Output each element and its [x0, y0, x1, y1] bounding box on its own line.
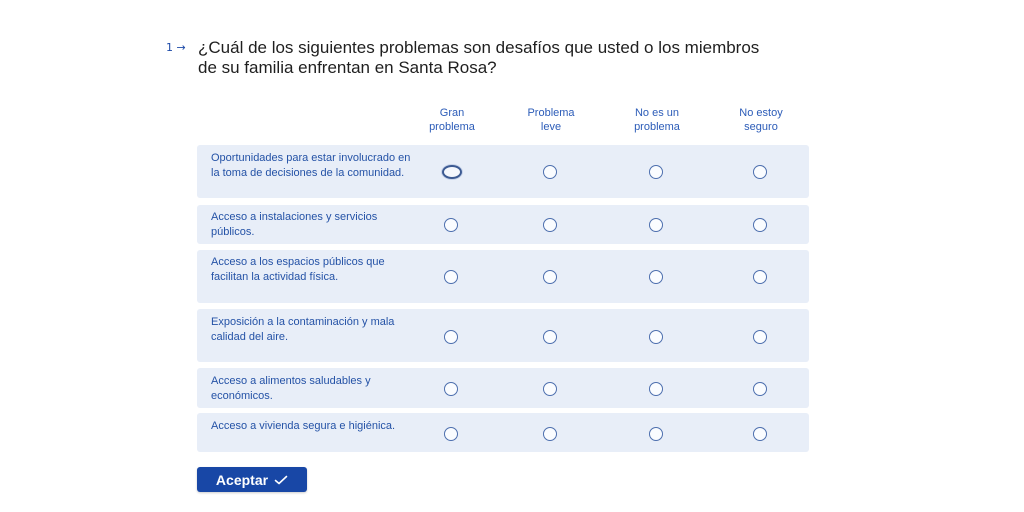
radio-gran-problema[interactable]: [442, 165, 462, 179]
radio-no-estoy-seguro[interactable]: [753, 165, 767, 179]
row-label: Acceso a instalaciones y servicios públicos.: [211, 211, 378, 238]
column-header-line: Problema: [527, 107, 575, 119]
radio-no-estoy-seguro[interactable]: [753, 270, 767, 284]
radio-gran-problema[interactable]: [444, 270, 458, 284]
row-label: Exposición a la contaminación y mala calidad del aire.: [211, 316, 395, 343]
radio-no-estoy-seguro[interactable]: [753, 382, 767, 396]
row-label: Acceso a alimentos saludables y económicos.: [211, 375, 371, 402]
row-label: Acceso a vivienda segura e higiénica.: [211, 420, 396, 432]
question-text: ¿Cuál de los siguientes problemas son desafíos que usted o los miembros de su familia enfrentan en Santa Rosa?: [198, 38, 760, 77]
matrix-row-espacios-publicos: [197, 250, 809, 303]
matrix-row-vivienda: [197, 413, 809, 452]
column-header-no-es-un-problema: [612, 106, 702, 134]
column-header-line: problema: [634, 121, 680, 133]
radio-gran-problema[interactable]: [444, 382, 458, 396]
row-label: Oportunidades para estar involucrado en la toma de decisiones de la comunidad.: [211, 152, 411, 179]
radio-no-es-un-problema[interactable]: [649, 382, 663, 396]
check-icon: [274, 474, 288, 486]
radio-gran-problema[interactable]: [444, 427, 458, 441]
column-header-line: No estoy: [739, 107, 783, 119]
column-header-problema-leve: [506, 106, 596, 134]
accept-button-label: Aceptar: [215, 471, 269, 488]
radio-problema-leve[interactable]: [543, 330, 557, 344]
radio-problema-leve[interactable]: [543, 165, 557, 179]
matrix-row-instalaciones: [197, 205, 809, 244]
column-header-line: Gran: [439, 107, 465, 119]
column-header-line: leve: [540, 121, 562, 133]
column-header-line: seguro: [744, 121, 778, 133]
radio-no-es-un-problema[interactable]: [649, 165, 663, 179]
radio-problema-leve[interactable]: [543, 218, 557, 232]
arrow-right-icon: →: [176, 41, 186, 54]
row-label: Acceso a los espacios públicos que facilitan la actividad física.: [211, 256, 385, 283]
matrix-row-participacion: [197, 145, 809, 198]
radio-no-estoy-seguro[interactable]: [753, 218, 767, 232]
column-header-gran-problema: [407, 106, 497, 134]
column-headers: [0, 106, 1024, 136]
matrix-row-alimentos: [197, 368, 809, 408]
radio-problema-leve[interactable]: [543, 270, 557, 284]
radio-problema-leve[interactable]: [543, 382, 557, 396]
question-number: [166, 41, 186, 54]
radio-problema-leve[interactable]: [543, 427, 557, 441]
radio-no-es-un-problema[interactable]: [649, 218, 663, 232]
column-header-no-estoy-seguro: [716, 106, 806, 134]
radio-no-es-un-problema[interactable]: [649, 270, 663, 284]
matrix-row-contaminacion: [197, 309, 809, 362]
column-header-line: problema: [429, 121, 475, 133]
accept-button[interactable]: [197, 467, 307, 492]
radio-no-es-un-problema[interactable]: [649, 427, 663, 441]
radio-gran-problema[interactable]: [444, 218, 458, 232]
radio-no-es-un-problema[interactable]: [649, 330, 663, 344]
column-header-line: No es un: [634, 107, 680, 119]
radio-no-estoy-seguro[interactable]: [753, 427, 767, 441]
radio-gran-problema[interactable]: [444, 330, 458, 344]
question-number-value: 1: [166, 41, 173, 54]
radio-no-estoy-seguro[interactable]: [753, 330, 767, 344]
